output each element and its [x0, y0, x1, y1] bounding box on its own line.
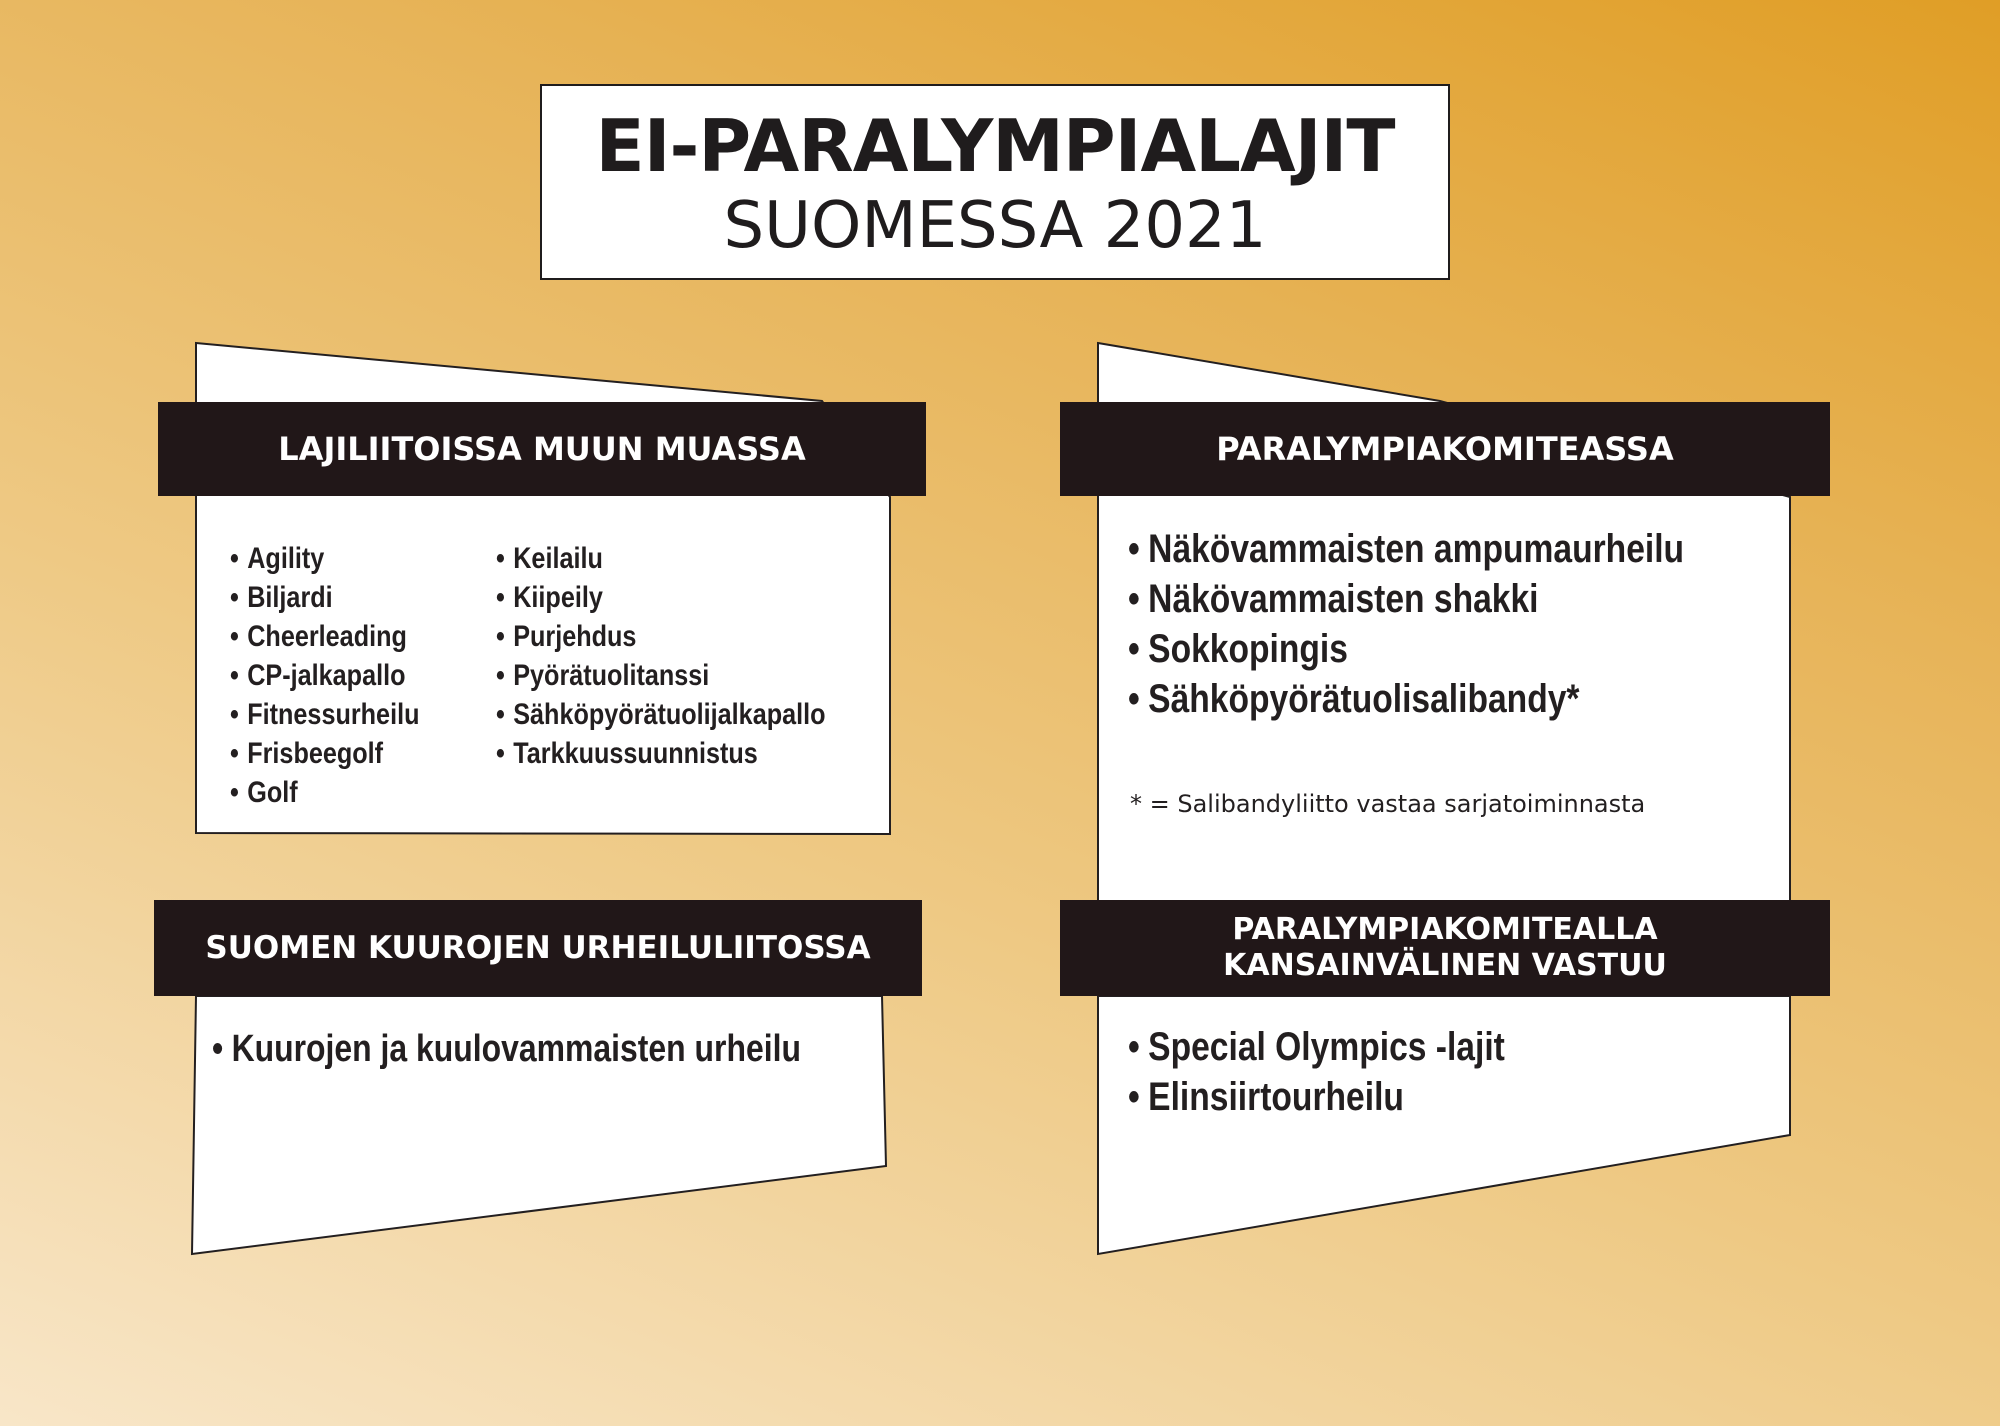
list-item: • Näkövammaisten shakki: [1128, 574, 1684, 624]
footnote: * = Salibandyliitto vastaa sarjatoiminnasta: [1130, 790, 1646, 818]
heading-kansainvalinen-line1: PARALYMPIAKOMITEALLA: [1232, 912, 1658, 947]
lajiliitot-list-col1: [230, 539, 456, 812]
banner-lajiliitot: [158, 402, 926, 496]
list-item: • Kiipeily: [496, 578, 826, 617]
list-item: • Sokkopingis: [1128, 624, 1684, 674]
lajiliitot-list-col2: [496, 539, 888, 773]
list-item: • Tarkkuussuunnistus: [496, 734, 826, 773]
list-item: • Kuurojen ja kuulovammaisten urheilu: [212, 1024, 801, 1074]
title-box: [540, 84, 1450, 280]
list-item: • Golf: [230, 773, 419, 812]
list-item: • Näkövammaisten ampumaurheilu: [1128, 524, 1684, 574]
list-item: • Biljardi: [230, 578, 419, 617]
kuurot-list: [212, 1024, 913, 1074]
kansainvalinen-list: [1128, 1022, 1577, 1122]
banner-kuurot: [154, 900, 922, 996]
list-item: • Purjehdus: [496, 617, 826, 656]
list-item: • CP-jalkapallo: [230, 656, 419, 695]
list-item: • Sähköpyörätuolisalibandy*: [1128, 674, 1684, 724]
list-item: • Sähköpyörätuolijalkapallo: [496, 695, 826, 734]
list-item: • Elinsiirtourheilu: [1128, 1072, 1505, 1122]
heading-lajiliitot: LAJILIITOISSA MUUN MUASSA: [278, 430, 806, 468]
list-item: • Keilailu: [496, 539, 826, 578]
list-item: • Special Olympics -lajit: [1128, 1022, 1505, 1072]
list-item: • Pyörätuolitanssi: [496, 656, 826, 695]
list-item: • Fitnessurheilu: [230, 695, 419, 734]
banner-paralympiakomitea: [1060, 402, 1830, 496]
page-subtitle: SUOMESSA 2021: [723, 189, 1267, 263]
heading-kansainvalinen-line2: KANSAINVÄLINEN VASTUU: [1223, 948, 1667, 983]
list-item: • Cheerleading: [230, 617, 419, 656]
list-item: • Frisbeegolf: [230, 734, 419, 773]
heading-kuurot: SUOMEN KUUROJEN URHEILULIITOSSA: [205, 930, 871, 966]
list-item: • Agility: [230, 539, 419, 578]
heading-paralympiakomitea: PARALYMPIAKOMITEASSA: [1216, 430, 1674, 468]
banner-kansainvalinen: [1060, 900, 1830, 996]
paralympiakomitea-list: [1128, 524, 1790, 724]
page-title: EI-PARALYMPIALAJIT: [595, 104, 1395, 188]
